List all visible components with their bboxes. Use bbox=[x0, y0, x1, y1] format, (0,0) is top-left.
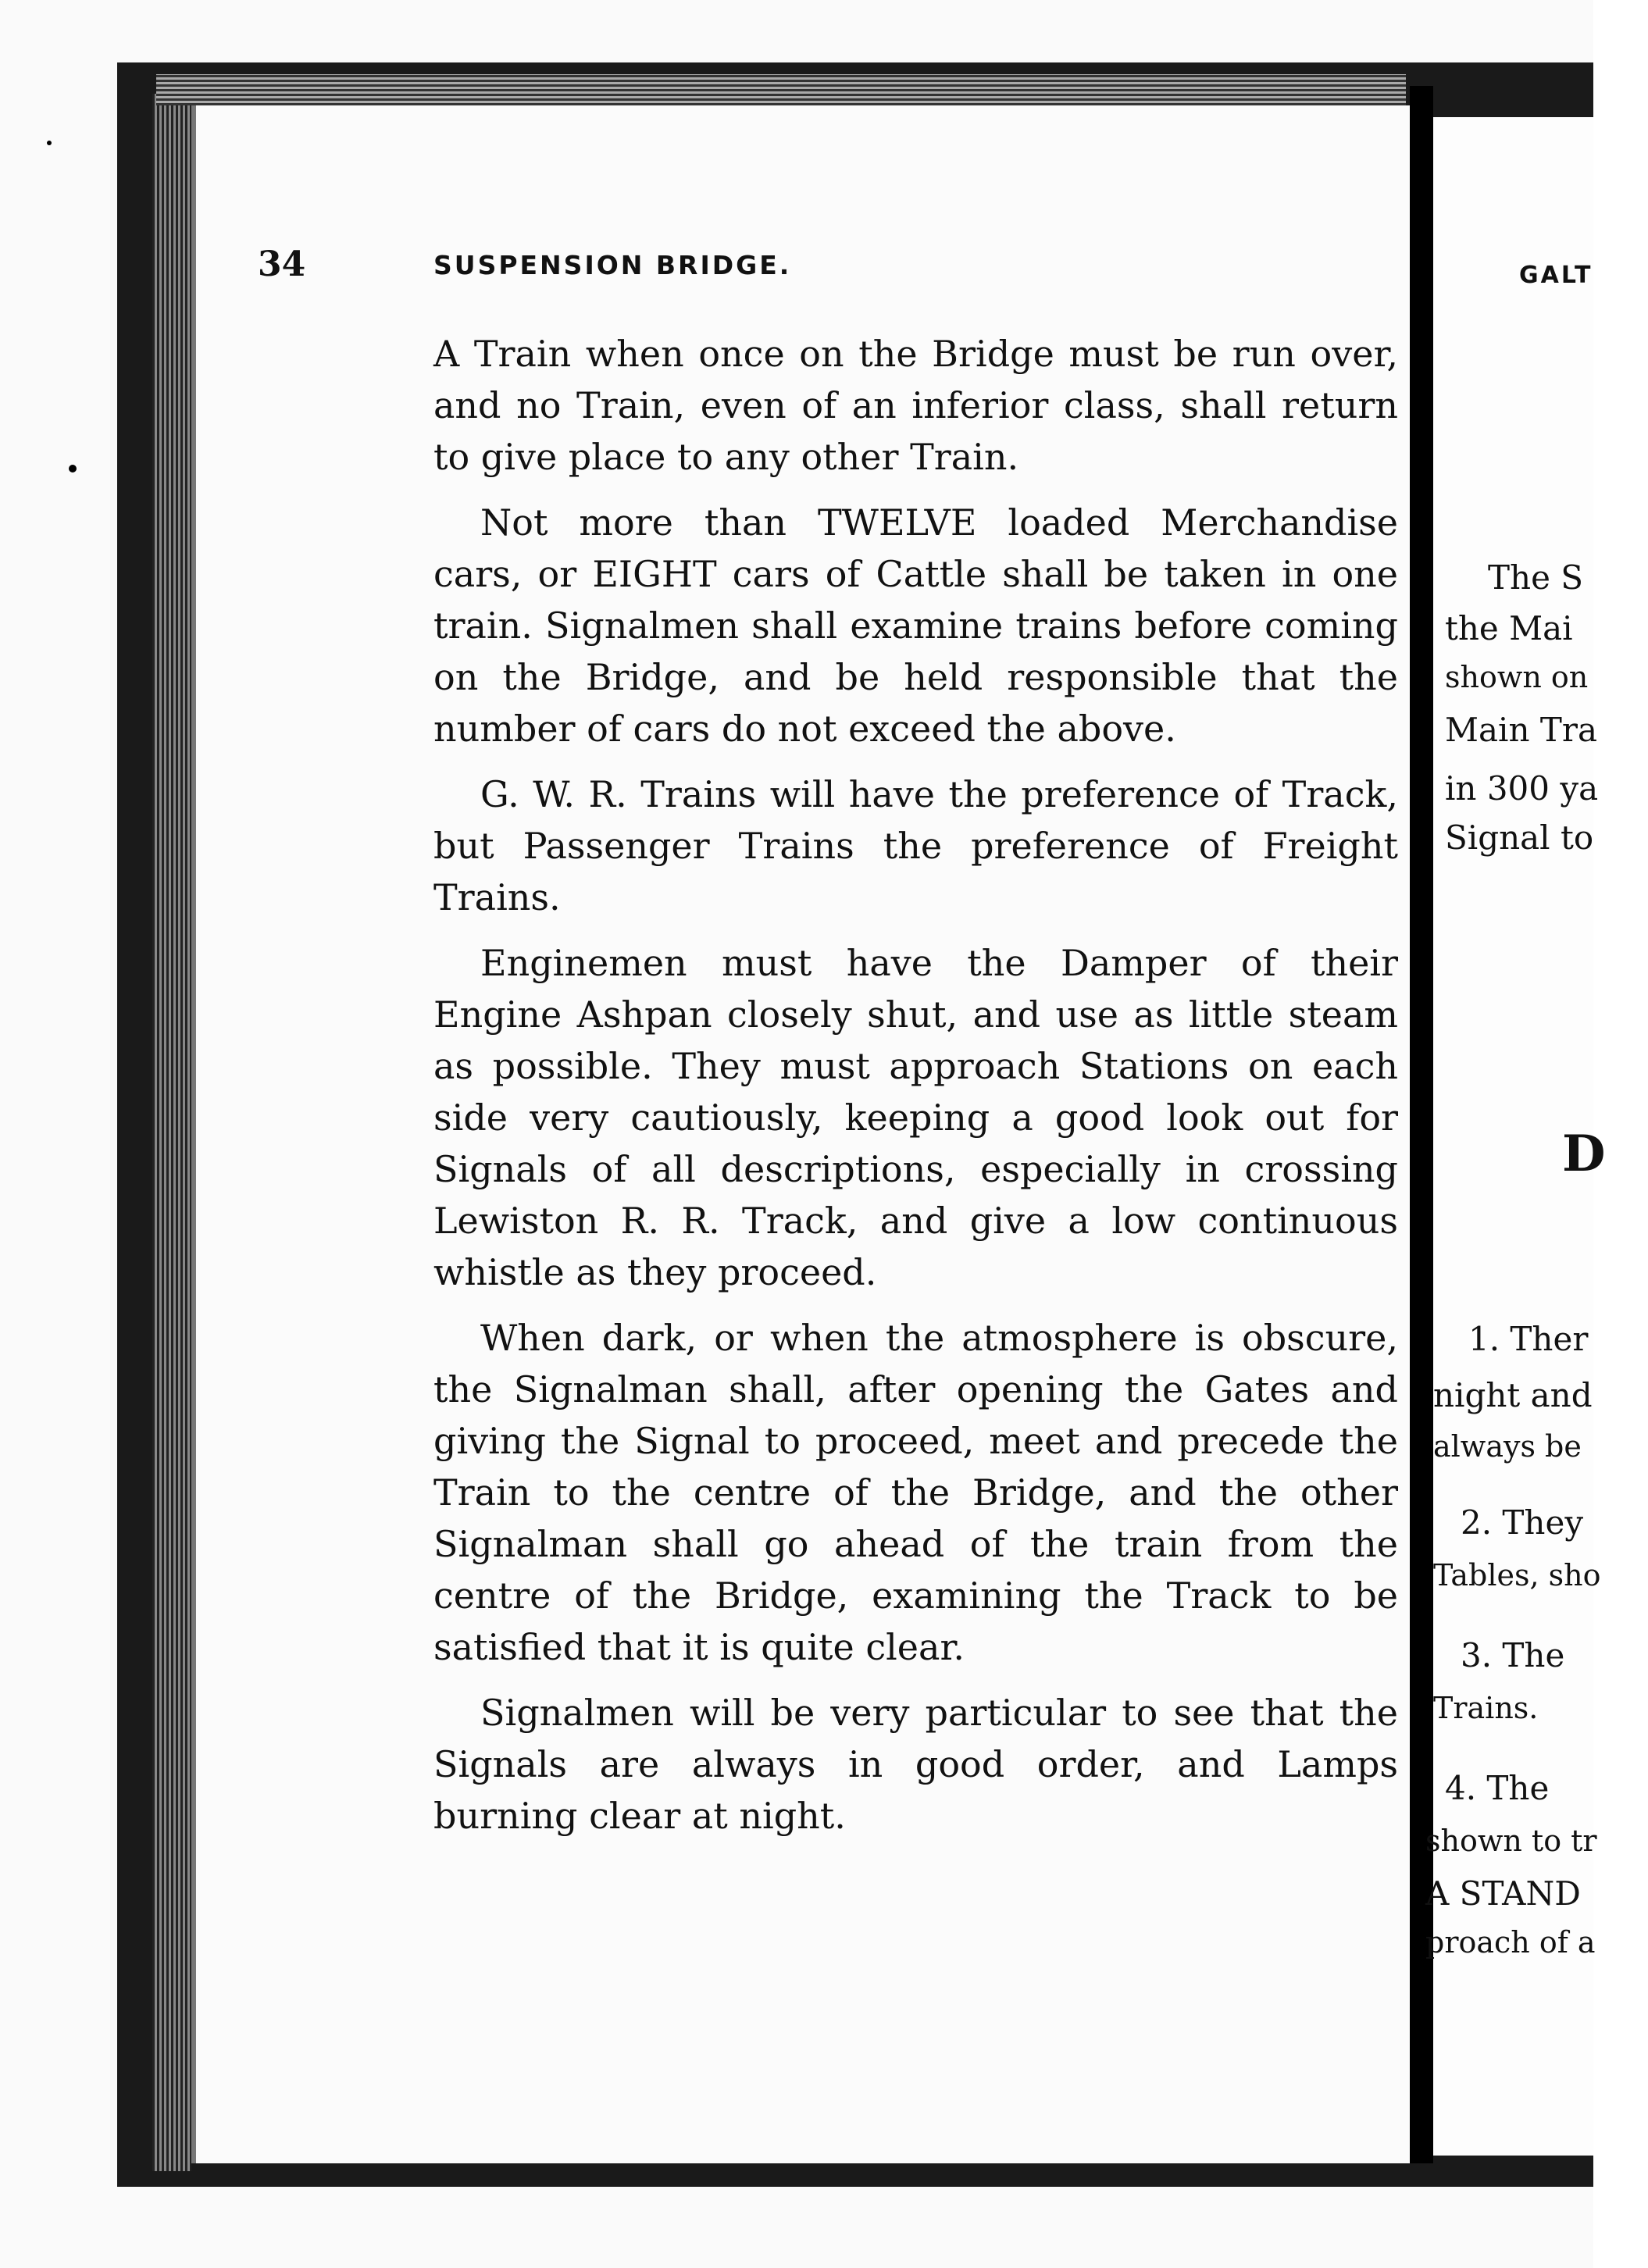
page-number: 34 bbox=[258, 244, 306, 284]
right-line: The S bbox=[1488, 558, 1584, 597]
right-line: always be bbox=[1433, 1429, 1582, 1464]
top-page-edges bbox=[156, 74, 1406, 105]
right-line: shown to tr bbox=[1425, 1824, 1597, 1858]
right-line: 2. They bbox=[1461, 1503, 1584, 1542]
right-line: shown on bbox=[1445, 660, 1589, 694]
right-line: Signal to bbox=[1445, 818, 1594, 857]
paragraph-1: A Train when once on the Bridge must be run over, and no Train, even of an inferior class, shall return to give place to any other Train. bbox=[433, 333, 1398, 478]
right-line: in 300 ya bbox=[1445, 769, 1599, 808]
right-line: Main Tra bbox=[1445, 711, 1598, 749]
right-line: 4. The bbox=[1445, 1769, 1550, 1807]
right-section-heading: D bbox=[1562, 1125, 1606, 1183]
right-line: Trains. bbox=[1433, 1691, 1539, 1725]
paragraph-6: Signalmen will be very particular to see that the Signals are always in good order, and Lamps burning clear at night. bbox=[433, 1692, 1398, 1837]
running-head: SUSPENSION BRIDGE. bbox=[433, 250, 792, 280]
page-edges bbox=[152, 94, 191, 2171]
paragraph-3: G. W. R. Trains will have the preference of Track, but Passenger Trains the preference of Freight Trains. bbox=[433, 773, 1398, 918]
speck-mark bbox=[69, 465, 77, 472]
right-line: night and bbox=[1433, 1376, 1593, 1414]
right-line: the Mai bbox=[1445, 609, 1573, 647]
paragraph-4: Enginemen must have the Damper of their Engine Ashpan closely shut, and use as little steam as possible. They must approach Stations on each side very cautiously, keeping a good look out for Signals of all descriptions, especially in crossing Lewiston R. R. Track, and give a low continuous whistle as they proceed. bbox=[433, 942, 1398, 1293]
right-line: 1. Ther bbox=[1468, 1320, 1589, 1358]
right-line: 3. The bbox=[1461, 1636, 1565, 1674]
paragraph-2: Not more than TWELVE loaded Merchandise cars, or EIGHT cars of Cattle shall be taken in one train. Signalmen shall examine trains before coming on the Bridge, and be held responsible that the number of cars do not exceed the above. bbox=[433, 501, 1398, 750]
speck-mark bbox=[47, 141, 52, 145]
right-line: A STAND bbox=[1425, 1874, 1581, 1913]
body-text bbox=[433, 328, 1398, 1856]
right-line: Tables, sho bbox=[1433, 1558, 1601, 1592]
right-line: proach of a bbox=[1425, 1925, 1596, 1960]
paragraph-5: When dark, or when the atmosphere is obscure, the Signalman shall, after opening the Gates and giving the Signal to proceed, meet and precede the Train to the centre of the Bridge, and the other Signalman shall go ahead of the train from the centre of the Bridge, examining the Track to be satisfied that it is quite clear. bbox=[433, 1317, 1398, 1668]
right-running-head: GALT bbox=[1519, 262, 1593, 289]
